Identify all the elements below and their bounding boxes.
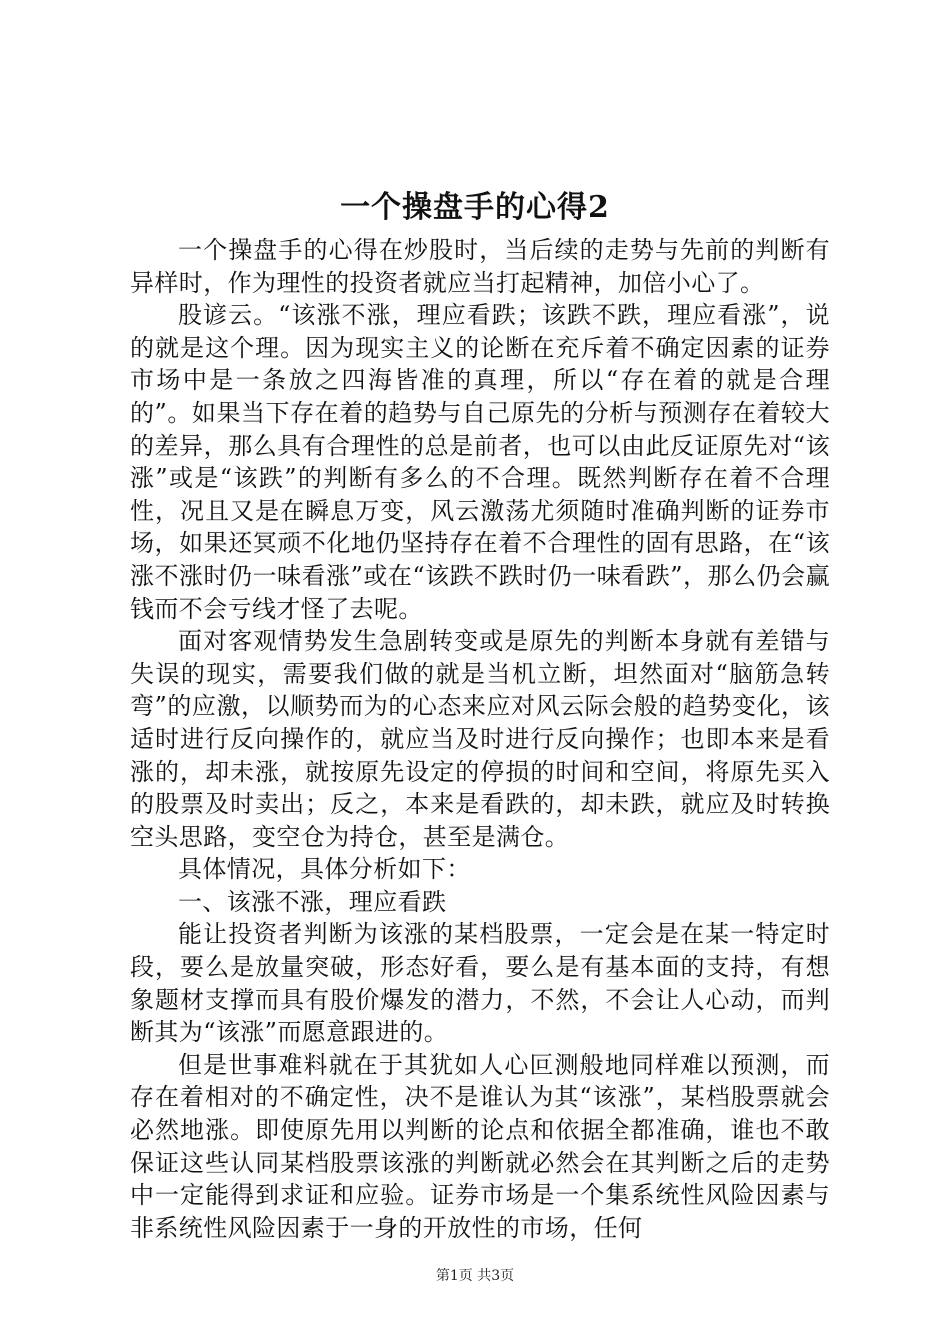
- paragraph-response: 面对客观情势发生急剧转变或是原先的判断本身就有差错与失误的现实，需要我们做的就是当机立断，坦然面对“脑筋急转弯”的应激，以顺势而为的心态来应对风云际会般的趋势变化，该适时进行反向操作的，就应当及时进行反向操作；也即本来是看涨的，却未涨，就按原先设定的停损的时间和空间，将原先买入的股票及时卖出；反之，本来是看跌的，却未跌，就应及时转换空头思路，变空仓为持仓，甚至是满仓。: [130, 627, 830, 851]
- document-body: [130, 234, 830, 1244]
- paragraph-section1-a: 能让投资者判断为该涨的某档股票，一定会是在某一特定时段，要么是放量突破，形态好看，要么是有基本面的支持，有想象题材支撑而具有股价爆发的潜力，不然，不会让人心动，而判断其为“该涨”而愿意跟进的。: [130, 920, 830, 1047]
- page-footer: 第1页 共3页: [435, 1268, 515, 1284]
- paragraph-proverb: 股谚云。“该涨不涨，理应看跌；该跌不跌，理应看涨”，说的就是这个理。因为现实主义的论断在充斥着不确定因素的证券市场中是一条放之四海皆准的真理，所以“存在着的就是合理的”。如果当下存在着的趋势与自己原先的分析与预测存在着较大的差异，那么具有合理性的总是前者，也可以由此反证原先对“该涨”或是“该跌”的判断有多么的不合理。既然判断存在着不合理性，况且又是在瞬息万变，风云激荡尤须随时准确判断的证券市场，如果还冥顽不化地仍坚持存在着不合理性的固有思路，在“该涨不涨时仍一味看涨”或在“该跌不跌时仍一味看跌”，那么仍会赢钱而不会亏线才怪了去呢。: [130, 301, 830, 623]
- section-heading-1: 一、该涨不涨，理应看跌: [178, 887, 447, 916]
- paragraph-intro: 一个操盘手的心得在炒股时，当后续的走势与先前的判断有异样时，作为理性的投资者就应当打起精神，加倍小心了。: [130, 236, 830, 297]
- document-title: 一个操盘手的心得2: [340, 190, 610, 225]
- paragraph-section1-b: 但是世事难料就在于其犹如人心叵测般地同样难以预测，而存在着相对的不确定性，决不是谁认为其“该涨”，某档股票就会必然地涨。即使原先用以判断的论点和依据全都准确，谁也不敢保证这些认同某档股票该涨的判断就必然会在其判断之后的走势中一定能得到求证和应验。证券市场是一个集系统性风险因素与非系统性风险因素于一身的开放性的市场，任何: [130, 1050, 830, 1242]
- paragraph-analysis-intro: 具体情况，具体分析如下：: [178, 855, 471, 884]
